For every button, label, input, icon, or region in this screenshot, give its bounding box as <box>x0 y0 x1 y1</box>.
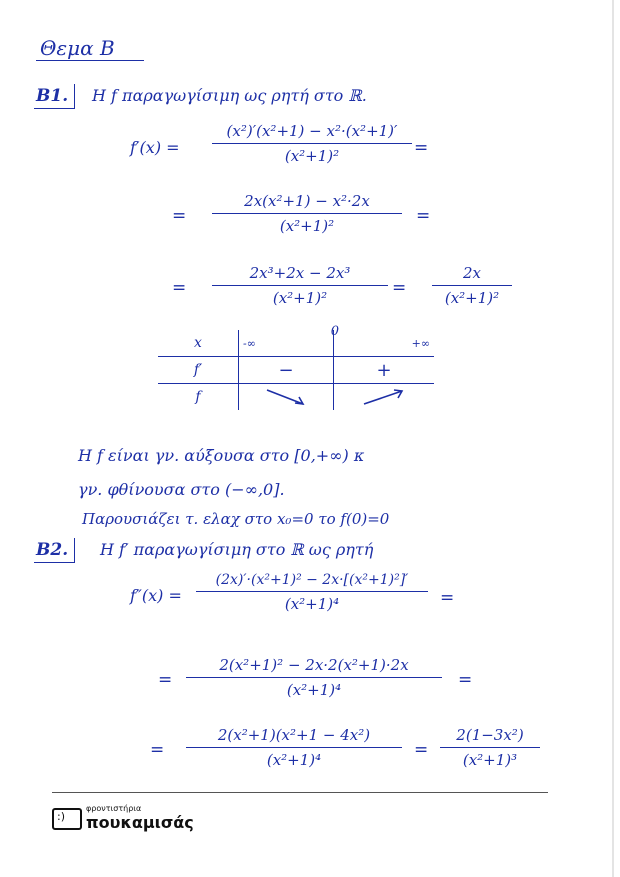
equals-sign: = <box>414 138 429 158</box>
b2-label: Β2. <box>36 540 69 560</box>
equals-sign: = <box>458 670 473 690</box>
b2-intro: Η f′ παραγωγίσιμη στο ℝ ως ρητή <box>100 540 374 559</box>
equals-sign: = <box>158 670 173 690</box>
header-zero: 0 <box>330 324 339 339</box>
b1-step2-num: 2x(x²+1) − x²·2x <box>244 192 370 210</box>
equals-sign: = <box>392 278 407 298</box>
page-title: Θεμα Β <box>40 36 115 60</box>
b1-step1-fraction <box>212 122 412 165</box>
arrow-down-right-icon <box>239 384 333 410</box>
table-row <box>158 330 434 357</box>
row-label-f: f <box>158 384 239 411</box>
sign-table <box>158 324 434 410</box>
header-neg-inf: -∞ <box>243 337 256 350</box>
fraction-bar <box>432 285 512 286</box>
header-cell <box>334 330 435 357</box>
fraction-bar <box>196 591 428 592</box>
b2-result-den: (x²+1)³ <box>462 751 518 769</box>
b1-result-num: 2x <box>462 264 481 282</box>
logo-subtitle: φροντιστήρια <box>86 804 142 813</box>
sign-positive: + <box>334 357 435 384</box>
equals-sign: = <box>440 588 455 608</box>
b2-step1-fraction <box>196 572 428 613</box>
header-cell <box>239 324 339 357</box>
scan-edge <box>612 0 614 877</box>
increasing-cell <box>334 384 435 411</box>
header-x: x <box>158 330 239 357</box>
b2-step3-num: 2(x²+1)(x²+1 − 4x²) <box>217 726 371 744</box>
b1-result-den: (x²+1)² <box>444 289 500 307</box>
b1-step3-num: 2x³+2x − 2x³ <box>249 264 351 282</box>
b1-intro: Η f παραγωγίσιμη ως ρητή στο ℝ. <box>92 86 367 105</box>
b2-lhs: f″(x) = <box>130 586 182 605</box>
b1-step1-num: (x²)′(x²+1) − x²·(x²+1)′ <box>226 122 398 140</box>
smiley-box-icon: :) <box>52 808 82 830</box>
b2-step2-den: (x²+1)⁴ <box>286 681 342 699</box>
b1-step3-fraction <box>212 264 388 307</box>
b1-step2-fraction <box>212 192 402 235</box>
fraction-bar <box>212 285 388 286</box>
arrow-up-right-icon <box>334 384 434 410</box>
b1-lhs: f′(x) = <box>130 138 180 157</box>
b1-step1-den: (x²+1)² <box>284 147 340 165</box>
row-label-fprime: f′ <box>158 357 239 384</box>
b1-conclusion-2: γν. φθίνουσα στο (−∞,0]. <box>78 480 285 499</box>
b2-result-fraction <box>440 726 540 769</box>
b2-label-box <box>34 538 75 563</box>
equals-sign: = <box>172 278 187 298</box>
sign-negative: − <box>239 357 334 384</box>
b1-label: Β1. <box>36 86 69 106</box>
b2-step1-num: (2x)′·(x²+1)² − 2x·[(x²+1)²]′ <box>215 572 409 588</box>
equals-sign: = <box>416 206 431 226</box>
b2-step2-fraction <box>186 656 442 699</box>
title-underline <box>36 60 144 61</box>
b1-result-fraction <box>432 264 512 307</box>
header-pos-inf: +∞ <box>411 337 430 350</box>
b1-label-box <box>34 84 75 109</box>
fraction-bar <box>212 143 412 144</box>
b1-step2-den: (x²+1)² <box>279 217 335 235</box>
b2-result-num: 2(1−3x²) <box>456 726 524 744</box>
equals-sign: = <box>172 206 187 226</box>
b1-step3-den: (x²+1)² <box>272 289 328 307</box>
footer-divider <box>52 792 548 793</box>
equals-sign: = <box>414 740 429 760</box>
logo-brand: πουκαμισάς <box>86 813 194 832</box>
table-row <box>158 384 434 411</box>
fraction-bar <box>212 213 402 214</box>
b2-step3-fraction <box>186 726 402 769</box>
b1-conclusion-3: Παρουσιάζει τ. ελαχ στο x₀=0 το f(0)=0 <box>82 510 390 528</box>
decreasing-cell <box>239 384 334 411</box>
b1-conclusion-1: Η f είναι γν. αύξουσα στο [0,+∞) κ <box>78 446 365 465</box>
b2-step1-den: (x²+1)⁴ <box>284 595 340 613</box>
fraction-bar <box>186 677 442 678</box>
fraction-bar <box>186 747 402 748</box>
equals-sign: = <box>150 740 165 760</box>
table-row <box>158 357 434 384</box>
fraction-bar <box>440 747 540 748</box>
b2-step3-den: (x²+1)⁴ <box>266 751 322 769</box>
b2-step2-num: 2(x²+1)² − 2x·2(x²+1)·2x <box>219 656 409 674</box>
